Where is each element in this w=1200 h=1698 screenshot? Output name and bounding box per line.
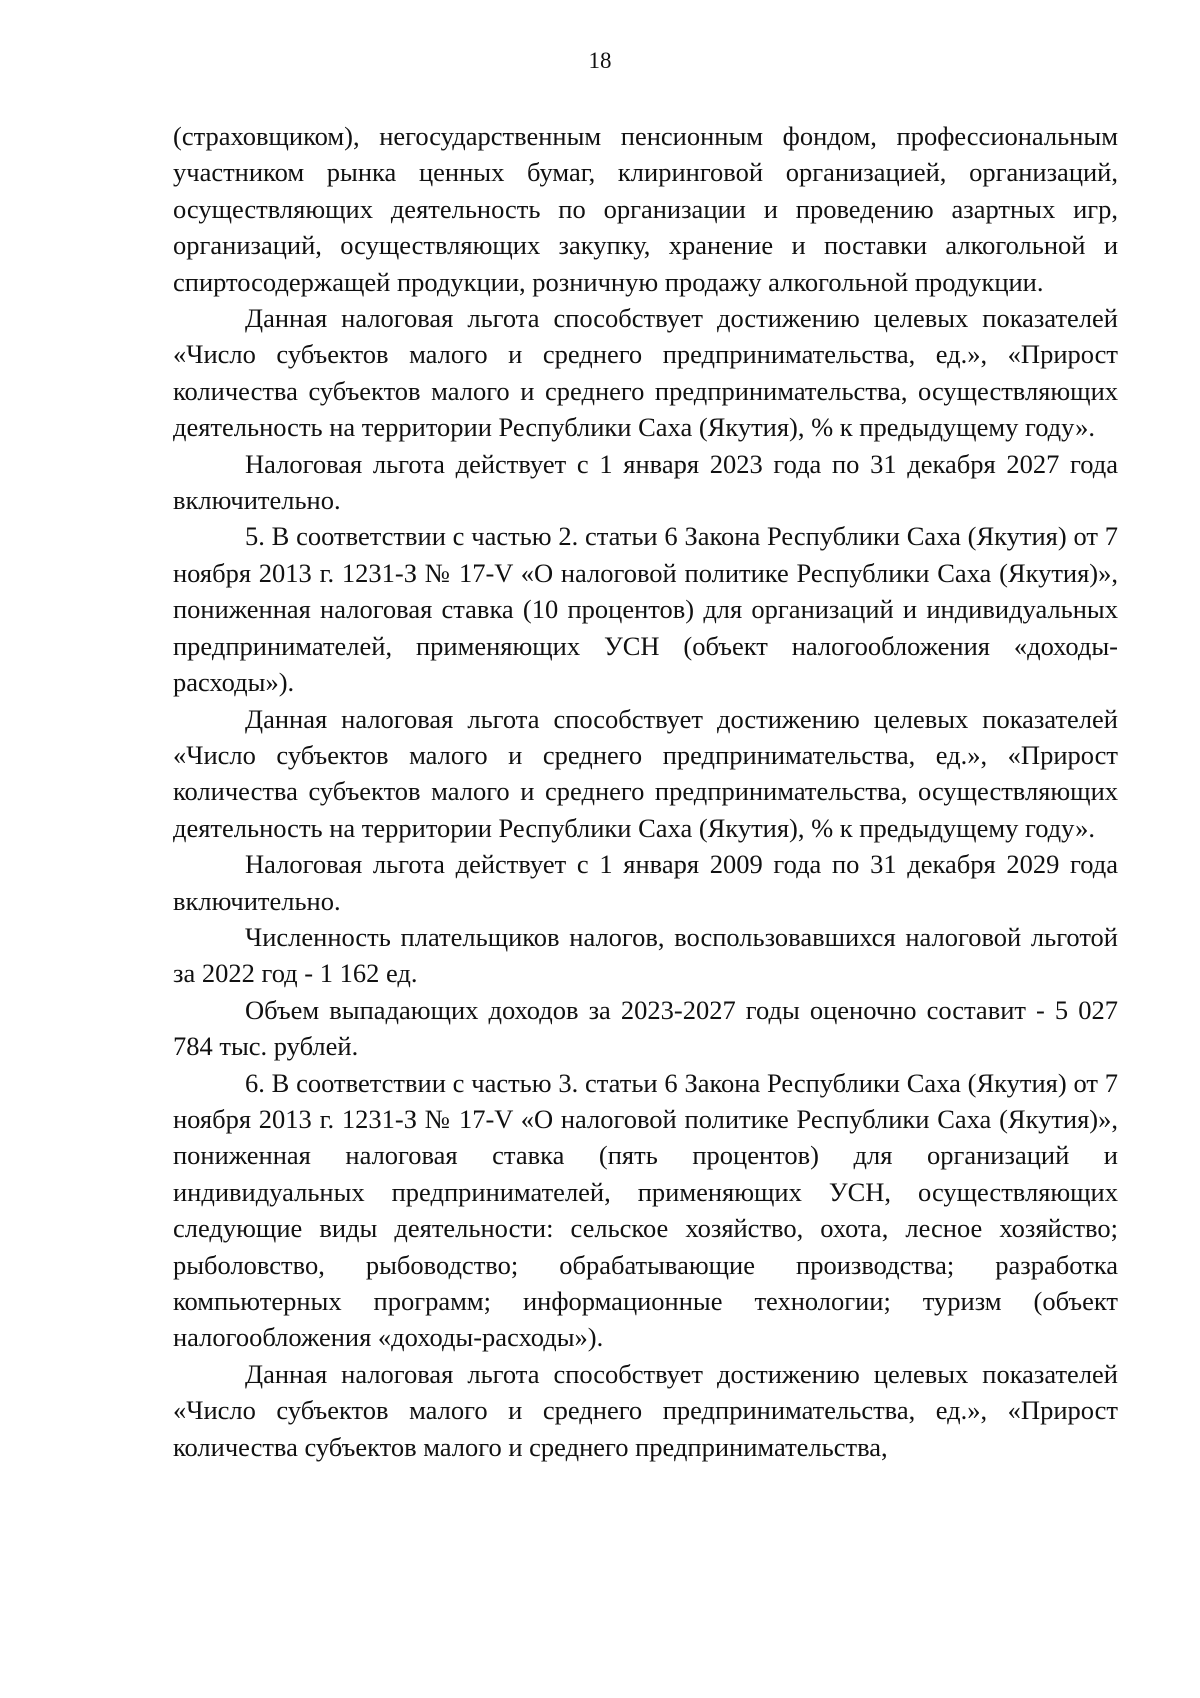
- paragraph-target-indicators-1: Данная налоговая льгота способствует достижению целевых показателей «Число субъектов малого и среднего предпринимательства, ед.», «Прирост количества субъектов малого и среднего предпринимательства, осуществляющих деятельность на территории Республики Саха (Якутия), % к предыдущему году».: [173, 303, 1118, 443]
- paragraph-validity-period-2: Налоговая льгота действует с 1 января 2009 года по 31 декабря 2029 года включительно.: [173, 849, 1118, 916]
- document-body: [173, 118, 1118, 1465]
- paragraph-target-indicators-3: Данная налоговая льгота способствует достижению целевых показателей «Число субъектов малого и среднего предпринимательства, ед.», «Прирост количества субъектов малого и среднего предпринимательства,: [173, 1358, 1118, 1462]
- page-number: 18: [588, 48, 612, 73]
- paragraph-item-6: 6. В соответствии с частью 3. статьи 6 Закона Республики Саха (Якутия) от 7 ноября 2013 г. 1231-З № 17-V «О налоговой политике Республики Саха (Якутия)», пониженная налоговая ставка (пять процентов) для организаций и индивидуальных предпринимателей, применяющих УСН, осуществляющих следующие виды деятельности: сельское хозяйство, охота, лесное хозяйство; рыболовство, рыбоводство; обрабатывающие производства; разработка компьютерных программ; информационные технологии; туризм (объект налогообложения «доходы-расходы»).: [173, 1067, 1118, 1353]
- paragraph-item-5: 5. В соответствии с частью 2. статьи 6 Закона Республики Саха (Якутия) от 7 ноября 2013 г. 1231-З № 17-V «О налоговой политике Республики Саха (Якутия)», пониженная налоговая ставка (10 процентов) для организаций и индивидуальных предпринимателей, применяющих УСН (объект налогообложения «доходы-расходы»).: [173, 521, 1118, 698]
- paragraph-taxpayers-count: Численность плательщиков налогов, воспользовавшихся налоговой льготой за 2022 год - 1 162 ед.: [173, 921, 1118, 989]
- paragraph-target-indicators-2: Данная налоговая льгота способствует достижению целевых показателей «Число субъектов малого и среднего предпринимательства, ед.», «Прирост количества субъектов малого и среднего предпринимательства, осуществляющих деятельность на территории Республики Саха (Якутия), % к предыдущему году».: [173, 703, 1118, 843]
- paragraph-validity-period-1: Налоговая льгота действует с 1 января 2023 года по 31 декабря 2027 года включительно.: [173, 448, 1118, 516]
- paragraph-lost-revenue: Объем выпадающих доходов за 2023-2027 годы оценочно составит - 5 027 784 тыс. рублей.: [173, 994, 1118, 1062]
- paragraph-continuation: (страховщиком), негосударственным пенсионным фондом, профессиональным участником рынка ценных бумаг, клиринговой организацией, организаций, осуществляющих деятельность по организации и проведению азартных игр, организаций, осуществляющих закупку, хранение и поставки алкогольной и спиртосодержащей продукции, розничную продажу алкогольной продукции.: [173, 121, 1118, 297]
